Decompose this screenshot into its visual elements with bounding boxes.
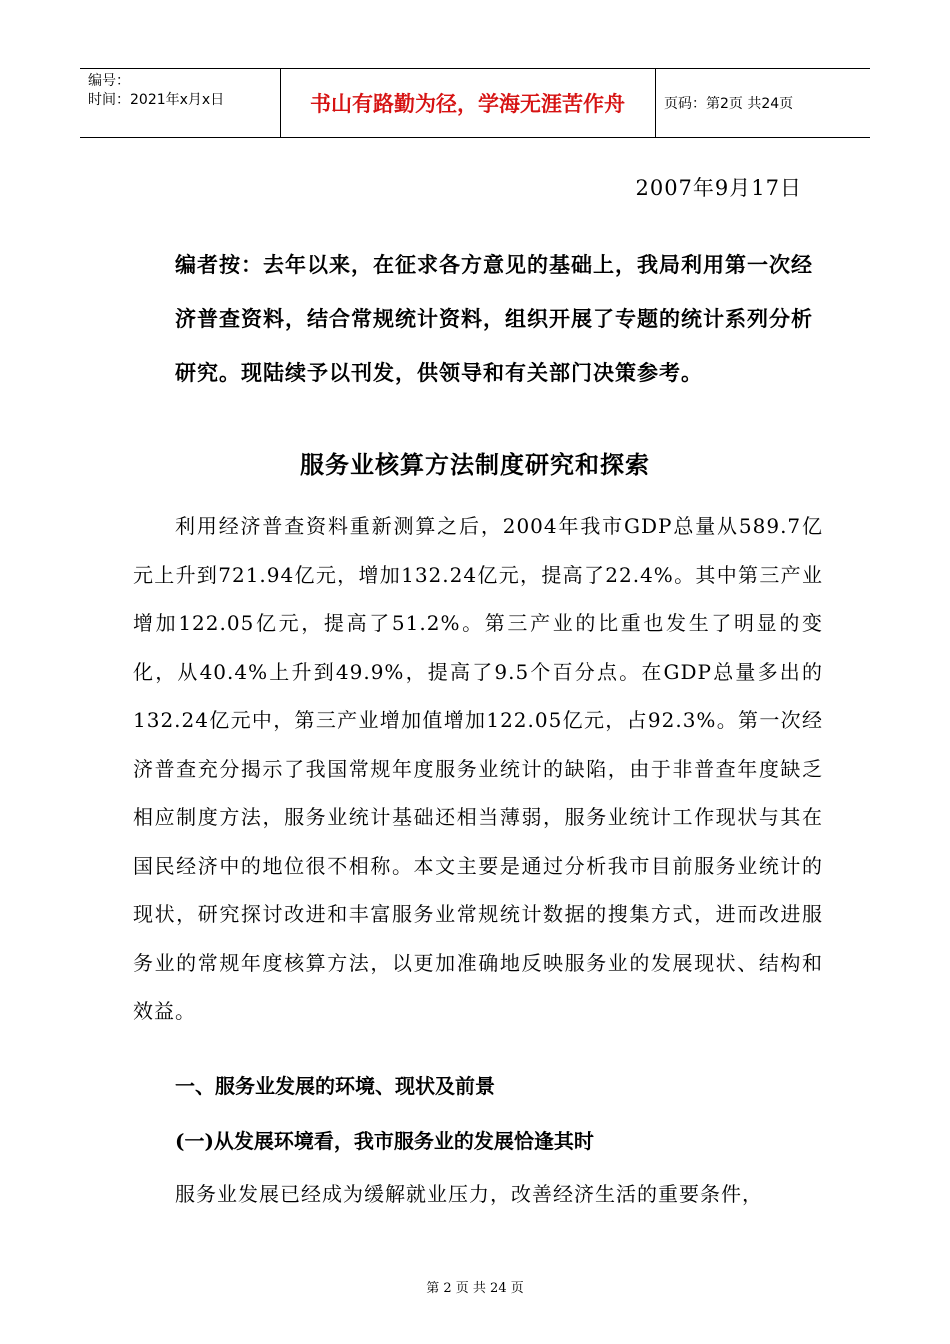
header-number-label: 编号： — [88, 73, 130, 89]
header-page-info: 页码：第2页 共24页 — [664, 96, 794, 112]
paragraph: 利用经济普查资料重新测算之后，2004年我市GDP总量从589.7亿元上升到721.94亿元，增加132.24亿元，提高了22.4%。其中第三产业增加122.05亿元，提高了51.2%。第三产业的比重也发生了明显的变化，从40.4%上升到49.9%，提高了9.5个百分点。在GDP总量多出的132.24亿元中，第三产业增加值增加122.05亿元，占92.3%。第一次经济普查充分揭示了我国常规年度服务业统计的缺陷，由于非普查年度缺乏相应制度方法，服务业统计基础还相当薄弱，服务业统计工作现状与其在国民经济中的地位很不相称。本文主要是通过分析我市目前服务业统计的现状，研究探讨改进和丰富服务业常规统计数据的搜集方式，进而改进服务业的常规年度核算方法，以更加准确地反映服务业的发展现状、结构和效益。 — [133, 514, 823, 1023]
header-meta — [88, 72, 224, 110]
article-title: 服务业核算方法制度研究和探索 — [300, 450, 650, 479]
editor-note — [133, 238, 823, 400]
document-date: 2007年9月17日 — [635, 176, 802, 200]
header-divider — [655, 69, 656, 137]
paragraph: 服务业发展已经成为缓解就业压力，改善经济生活的重要条件， — [175, 1182, 763, 1206]
header-slogan: 书山有路勤为径，学海无涯苦作舟 — [310, 92, 625, 116]
section-heading: 一、服务业发展的环境、现状及前景 — [175, 1074, 495, 1098]
document-header — [80, 68, 870, 138]
subsection-heading: (一)从发展环境看，我市服务业的发展恰逢其时 — [175, 1129, 594, 1153]
page-footer: 第 2 页 共 24 页 — [426, 1281, 524, 1296]
article-body — [133, 502, 823, 1036]
editor-note-text: 编者按：去年以来，在征求各方意见的基础上，我局利用第一次经济普查资料，结合常规统计资料，组织开展了专题的统计系列分析研究。现陆续予以刊发，供领导和有关部门决策参考。 — [175, 252, 813, 385]
header-time-label: 时间：2021年x月x日 — [88, 92, 225, 108]
